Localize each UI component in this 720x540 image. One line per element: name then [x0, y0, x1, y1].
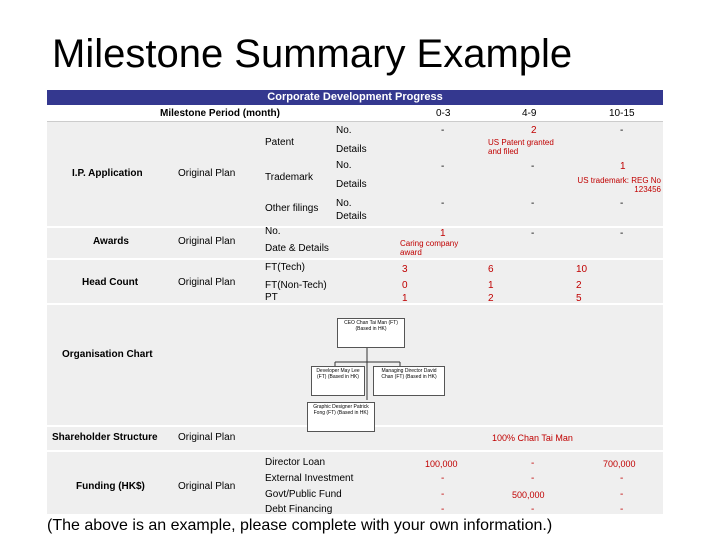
other-no: No. [336, 198, 352, 209]
other-0-3: - [441, 198, 445, 209]
org-box-developer: Developer May Lee (FT) (Based in HK) [311, 366, 365, 396]
director-loan-0-3: 100,000 [425, 459, 458, 469]
period-col-4-9: 4-9 [522, 108, 537, 119]
funding-director-loan: Director Loan [265, 457, 326, 468]
govt-fund-0-3: - [441, 489, 445, 500]
period-header-row [47, 105, 663, 122]
patent-no: No. [336, 125, 352, 136]
trademark-label: Trademark [265, 172, 313, 183]
funding-govt-public-fund: Govt/Public Fund [265, 489, 342, 500]
headcount-pt-4-9: 2 [488, 293, 494, 304]
trademark-detail-10-15: US trademark: REG No 123456 [577, 176, 661, 194]
footer-note: (The above is an example, please complete with your own information.) [47, 517, 553, 534]
director-loan-10-15: 700,000 [603, 459, 636, 469]
debt-financing-4-9: - [531, 504, 535, 515]
trademark-no: No. [336, 160, 352, 171]
head-count-label: Head Count [82, 277, 139, 288]
headcount-pt: PT [265, 292, 278, 303]
other-4-9: - [531, 198, 535, 209]
director-loan-4-9: - [531, 458, 535, 469]
trademark-10-15: 1 [620, 161, 626, 172]
period-col-10-15: 10-15 [609, 108, 635, 119]
headcount-ft-nontech-0-3: 0 [402, 280, 408, 291]
funding-debt-financing: Debt Financing [265, 504, 333, 515]
awards-0-3: 1 [440, 228, 446, 239]
funding-label: Funding (HK$) [76, 481, 145, 492]
awards-original-plan: Original Plan [178, 236, 236, 247]
org-box-managing-director: Managing Director David Chan (FT) (Based in HK) [373, 366, 445, 396]
awards-label: Awards [93, 236, 129, 247]
trademark-0-3: - [441, 161, 445, 172]
awards-4-9: - [531, 228, 535, 239]
org-box-ceo: CEO Chan Tai Man (FT) (Based in HK) [337, 318, 405, 348]
trademark-details: Details [336, 179, 367, 190]
awards-detail-0-3: Caring company award [400, 239, 459, 257]
ip-application-label: I.P. Application [72, 168, 143, 179]
org-box-graphic-designer: Graphic Designer Patrick Fong (FT) (Based in HK) [307, 402, 375, 432]
shareholder-structure-label: Shareholder Structure [52, 432, 158, 443]
patent-details: Details [336, 144, 367, 155]
headcount-ft-nontech-10-15: 2 [576, 280, 582, 291]
funding-external-investment: External Investment [265, 473, 354, 484]
patent-0-3: - [441, 125, 445, 136]
row-separator [47, 226, 663, 228]
govt-fund-4-9: 500,000 [512, 490, 545, 500]
headcount-ft-tech-0-3: 3 [402, 264, 408, 275]
patent-detail-4-9: US Patent granted and filed [488, 138, 554, 156]
other-details: Details [336, 211, 367, 222]
period-col-0-3: 0-3 [436, 108, 451, 119]
patent-10-15: - [620, 125, 624, 136]
organisation-chart-label: Organisation Chart [62, 349, 153, 360]
slide-title: Milestone Summary Example [52, 32, 573, 76]
row-separator [47, 258, 663, 260]
headcount-ft-tech-10-15: 10 [576, 264, 588, 275]
other-filings-label: Other filings [265, 203, 319, 214]
headcount-ft-nontech: FT(Non-Tech) [265, 280, 327, 291]
headcount-ft-tech: FT(Tech) [265, 262, 305, 273]
row-separator [47, 450, 663, 452]
shareholder-original-plan: Original Plan [178, 432, 236, 443]
period-label: Milestone Period (month) [160, 108, 280, 119]
head-count-original-plan: Original Plan [178, 277, 236, 288]
organisation-chart [305, 316, 475, 438]
patent-4-9: 2 [531, 125, 537, 136]
external-investment-4-9: - [531, 473, 535, 484]
headcount-ft-nontech-4-9: 1 [488, 280, 494, 291]
awards-no-label: No. [265, 226, 281, 237]
funding-original-plan: Original Plan [178, 481, 236, 492]
headcount-pt-0-3: 1 [402, 293, 408, 304]
headcount-ft-tech-4-9: 6 [488, 264, 494, 275]
debt-financing-10-15: - [620, 504, 624, 515]
row-separator [47, 303, 663, 305]
ip-original-plan: Original Plan [178, 168, 236, 179]
other-10-15: - [620, 198, 624, 209]
awards-10-15: - [620, 228, 624, 239]
trademark-4-9: - [531, 161, 535, 172]
awards-date-label: Date & Details [265, 243, 329, 254]
shareholder-value: 100% Chan Tai Man [492, 433, 573, 443]
external-investment-10-15: - [620, 473, 624, 484]
corporate-progress-header: Corporate Development Progress [47, 90, 663, 105]
debt-financing-0-3: - [441, 504, 445, 515]
patent-label: Patent [265, 137, 294, 148]
govt-fund-10-15: - [620, 489, 624, 500]
external-investment-0-3: - [441, 473, 445, 484]
headcount-pt-10-15: 5 [576, 293, 582, 304]
